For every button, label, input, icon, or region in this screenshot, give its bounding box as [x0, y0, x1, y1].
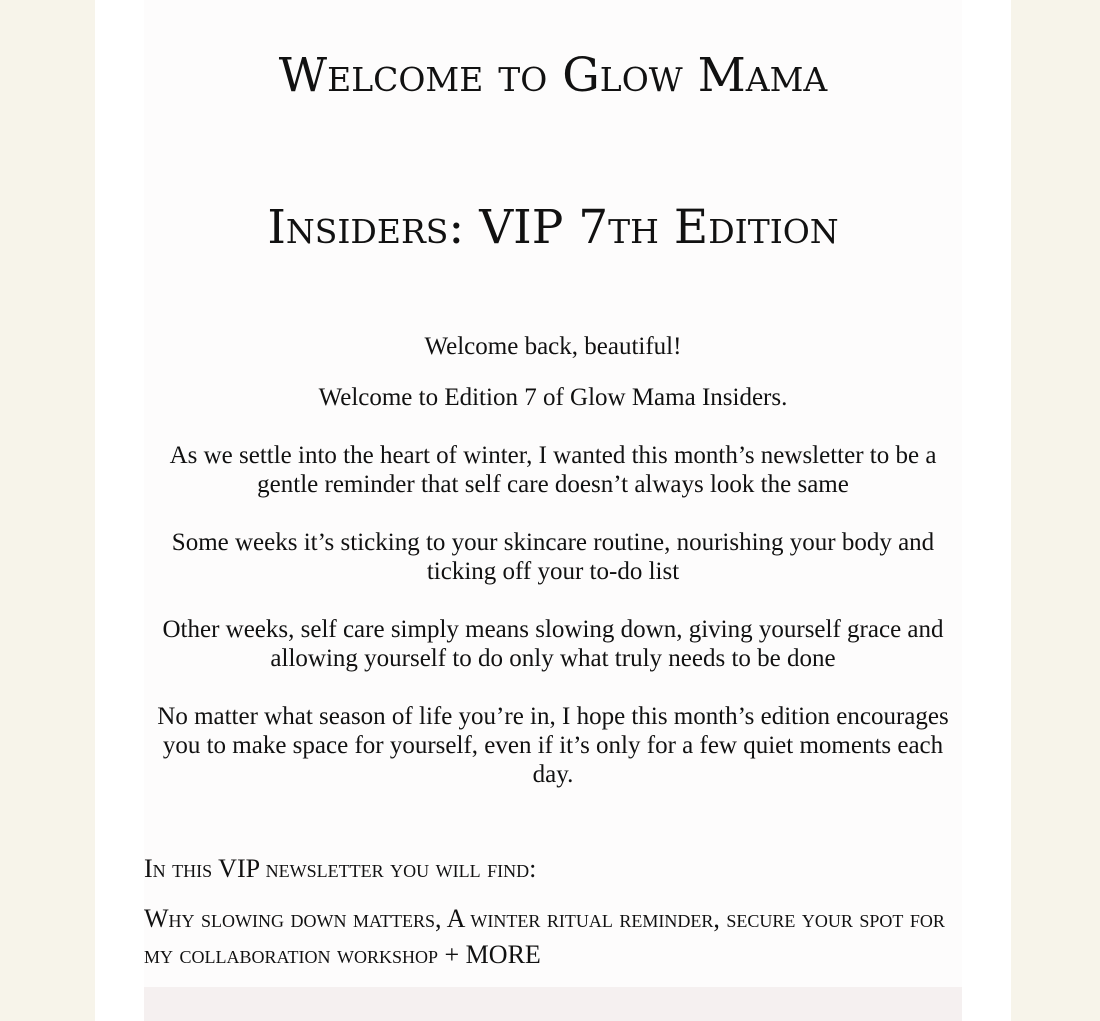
- welcome-text: Welcome to Edition 7 of Glow Mama Insiders.: [318, 384, 788, 411]
- vip-section-heading: In this VIP newsletter you will find:: [144, 854, 537, 883]
- intro-paragraph-3: Other weeks, self care simply means slowing down, giving yourself grace and allowing yourself to do only what truly needs to be done: [162, 616, 944, 672]
- newsletter-body: [144, 320, 962, 987]
- intro-paragraph-2: Some weeks it’s sticking to your skincare routine, nourishing your body and ticking off your to-do list: [171, 529, 935, 585]
- hero-banner: [144, 0, 962, 320]
- newsletter-title: [144, 0, 962, 304]
- title-line-2: Insiders: VIP 7th Edition: [267, 200, 839, 255]
- newsletter-page: [95, 0, 1011, 1021]
- greeting-text: Welcome back, beautiful!: [424, 333, 682, 360]
- next-section-block: [144, 987, 962, 1021]
- intro-section: [144, 332, 962, 789]
- intro-paragraph-4: No matter what season of life you’re in, I hope this month’s edition encourages you to make space for yourself, even if it’s only for a few quiet moments each day.: [157, 703, 949, 788]
- intro-paragraph-1: As we settle into the heart of winter, I wanted this month’s newsletter to be a gentle reminder that self care doesn’t always look the same: [169, 442, 937, 498]
- vip-contents-list: Why slowing down matters, A winter ritual reminder, secure your spot for my collaboration workshop + MORE: [144, 904, 945, 969]
- title-line-1: Welcome to Glow Mama: [278, 48, 828, 103]
